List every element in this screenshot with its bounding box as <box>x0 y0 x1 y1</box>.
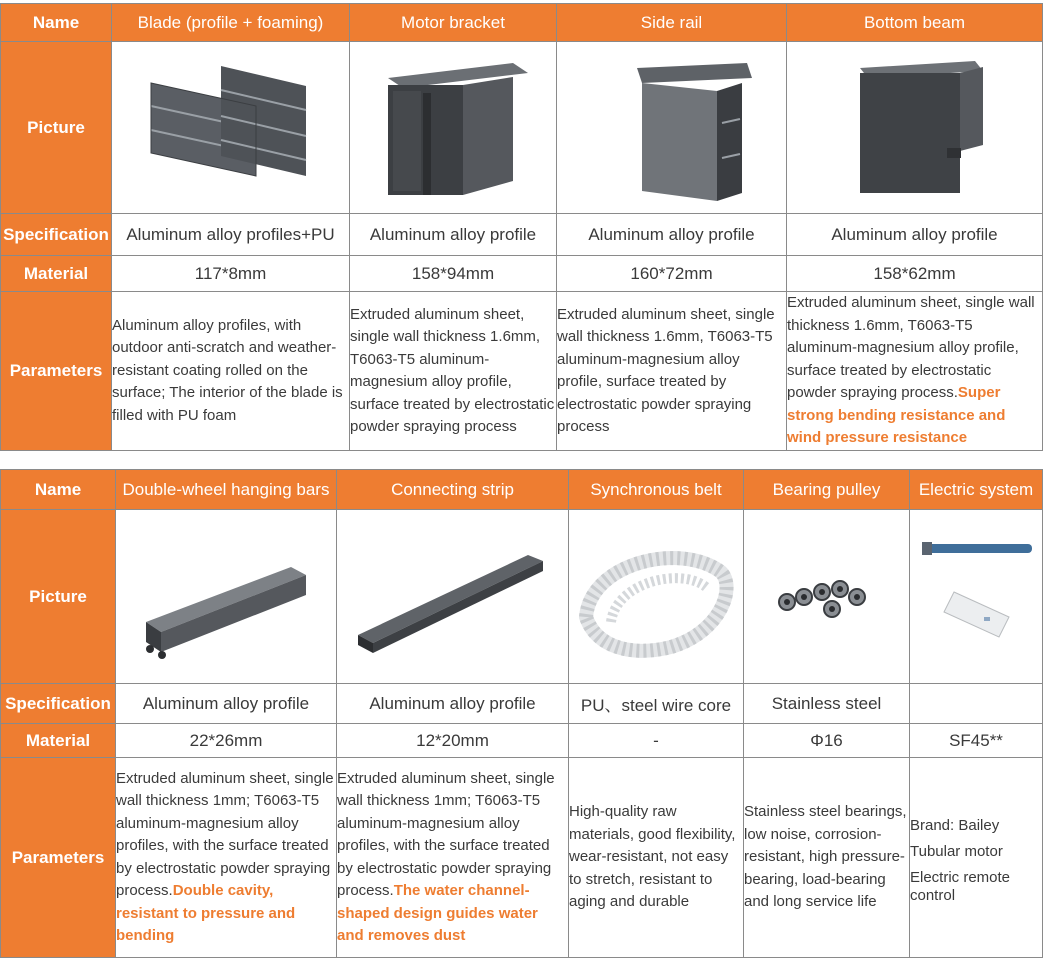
parameters-text: Extruded aluminum sheet, single wall thickness 1.6mm, T6063-T5 aluminum-magnesium alloy profile, surface treated by electrostatic powder spraying process <box>557 305 775 435</box>
item-material: 12*20mm <box>337 724 569 758</box>
material-row <box>1 256 1043 292</box>
item-specification: Aluminum alloy profile <box>350 214 557 256</box>
tubular-motor-and-remote-image <box>910 510 1043 684</box>
bearing-pulleys-image <box>744 510 910 684</box>
item-material: 117*8mm <box>112 256 350 292</box>
row-label-picture: Picture <box>1 42 112 214</box>
item-material: SF45** <box>910 724 1043 758</box>
blade-profile-panels-image <box>112 42 350 214</box>
parameters-text: Aluminum alloy profiles, with outdoor anti-scratch and weather-resistant coating rolled on the surface; The interior of the blade is filled with PU foam <box>112 316 343 424</box>
item-name: Side rail <box>557 4 787 42</box>
specification-row <box>1 684 1043 724</box>
name-row <box>1 4 1043 42</box>
item-specification: Aluminum alloy profile <box>337 684 569 724</box>
item-material: - <box>569 724 744 758</box>
item-name: Motor bracket <box>350 4 557 42</box>
item-parameters <box>744 758 910 958</box>
item-specification: Aluminum alloy profile <box>557 214 787 256</box>
item-parameters <box>350 292 557 451</box>
item-parameters <box>112 292 350 451</box>
item-name: Synchronous belt <box>569 470 744 510</box>
row-label-name: Name <box>1 470 116 510</box>
parameters-row <box>1 758 1043 958</box>
item-parameters <box>569 758 744 958</box>
item-specification: PU、steel wire core <box>569 684 744 724</box>
name-row <box>1 470 1043 510</box>
item-parameters <box>337 758 569 958</box>
item-name: Bearing pulley <box>744 470 910 510</box>
bottom-beam-image <box>787 42 1043 214</box>
row-label-specification: Specification <box>1 684 116 724</box>
material-row <box>1 724 1043 758</box>
parameters-highlight: Double cavity, resistant to pressure and bending <box>116 882 296 944</box>
item-name: Double-wheel hanging bars <box>116 470 337 510</box>
item-specification: Aluminum alloy profile <box>116 684 337 724</box>
brand-line: Brand: Bailey <box>910 816 1000 834</box>
item-specification: Stainless steel <box>744 684 910 724</box>
parameters-text: Extruded aluminum sheet, single wall thickness 1mm; T6063-T5 aluminum-magnesium alloy profiles, with the surface treated by electrostatic powder spraying process. <box>116 769 334 899</box>
parameters-highlight: The water channel-shaped design guides water and removes dust <box>337 882 538 944</box>
item-name: Electric system <box>910 470 1043 510</box>
item-material: Φ16 <box>744 724 910 758</box>
spec-table-1 <box>0 3 1043 451</box>
item-parameters <box>787 292 1043 451</box>
item-name: Connecting strip <box>337 470 569 510</box>
row-label-specification: Specification <box>1 214 112 256</box>
item-material: 160*72mm <box>557 256 787 292</box>
item-parameters <box>116 758 337 958</box>
motor-line: Tubular motor <box>910 842 1003 860</box>
row-label-name: Name <box>1 4 112 42</box>
parameters-text: Stainless steel bearings, low noise, corrosion-resistant, high pressure-bearing, load-bearing and long service life <box>744 803 907 911</box>
item-specification: Aluminum alloy profiles+PU <box>112 214 350 256</box>
timing-belt-image <box>569 510 744 684</box>
row-label-material: Material <box>1 724 116 758</box>
row-label-parameters: Parameters <box>1 758 116 958</box>
picture-row <box>1 510 1043 684</box>
specification-row <box>1 214 1043 256</box>
item-specification: Aluminum alloy profile <box>787 214 1043 256</box>
item-parameters <box>557 292 787 451</box>
spec-table-2 <box>0 469 1043 958</box>
row-label-parameters: Parameters <box>1 292 112 451</box>
item-material: 158*94mm <box>350 256 557 292</box>
item-name: Bottom beam <box>787 4 1043 42</box>
parameters-text: Extruded aluminum sheet, single wall thickness 1mm; T6063-T5 aluminum-magnesium alloy profiles, with the surface treated by electrostatic powder spraying process. <box>337 769 555 899</box>
item-parameters <box>910 758 1043 958</box>
parameters-row <box>1 292 1043 451</box>
hanging-bar-image <box>116 510 337 684</box>
parameters-text: High-quality raw materials, good flexibility, wear-resistant, not easy to stretch, resistant to aging and durable <box>569 803 736 911</box>
item-specification <box>910 684 1043 724</box>
item-material: 22*26mm <box>116 724 337 758</box>
parameters-text: Extruded aluminum sheet, single wall thickness 1.6mm, T6063-T5 aluminum-magnesium alloy profile, surface treated by electrostatic powder spraying process. <box>787 294 1035 402</box>
parameters-highlight: Super strong bending resistance and wind pressure resistance <box>787 384 1006 447</box>
motor-bracket-image <box>350 42 557 214</box>
side-rail-image <box>557 42 787 214</box>
row-label-picture: Picture <box>1 510 116 684</box>
connecting-strip-image <box>337 510 569 684</box>
item-material: 158*62mm <box>787 256 1043 292</box>
row-label-material: Material <box>1 256 112 292</box>
parameters-text: Extruded aluminum sheet, single wall thickness 1.6mm, T6063-T5 aluminum-magnesium alloy profile, surface treated by electrostatic powder spraying process <box>350 305 555 435</box>
picture-row <box>1 42 1043 214</box>
item-name: Blade (profile + foaming) <box>112 4 350 42</box>
remote-line: Electric remote control <box>910 868 1011 904</box>
